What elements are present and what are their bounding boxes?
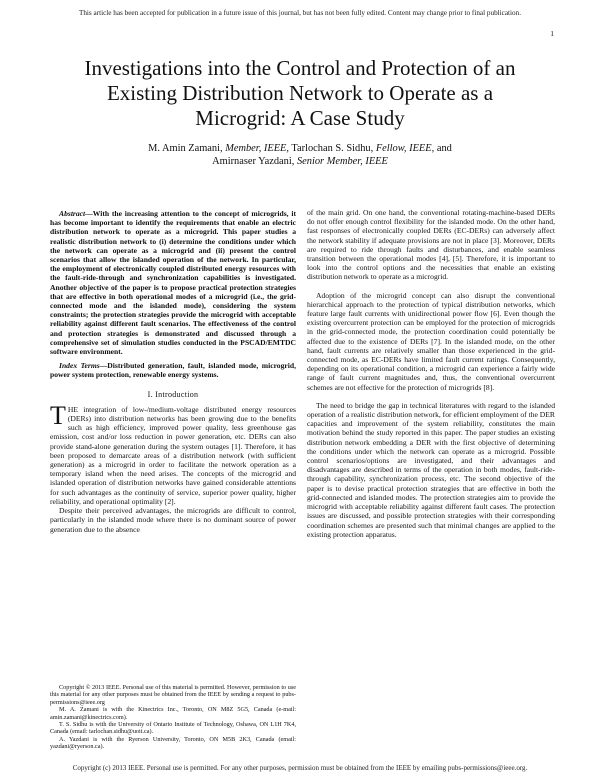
author-3-role: Senior Member, IEEE bbox=[296, 156, 388, 167]
section-heading-introduction: I. Introduction bbox=[147, 389, 199, 399]
right-paragraph-2: Adoption of the microgrid concept can also disrupt the conventional hierarchical approach to the protection of typical distribution networks, which feature large fault currents with unidirectional power flow [6]. Even though the existing overcurrent protection can be employed for the protection of microgrids in the grid-connected mode, the protection coordination could potentially be affected due to the existence of DERs [7]. In the islanded mode, on the other hand, fault currents are relatively smaller than those experienced in the grid-connected mode, as EC-DERs have limited fault current ratings. Consequently, depending on its operational condition, a microgrid can experience a fairly wide range of fault current magnitudes and, thus, the conventional overcurrent schemes are not effective for the protection of microgrids [8]. bbox=[307, 290, 555, 392]
drop-cap: T bbox=[50, 400, 66, 430]
author-1-role: Member, IEEE, bbox=[225, 143, 289, 154]
right-paragraph-1: of the main grid. On one hand, the conventional rotating-machine-based DERs do not offer enough control flexibility for the islanded mode. On the other hand, fast responses of electronically coupled DERs (EC-DERs) can adversely affect the network stability if adequate provisions are not in place [3]. Moreover, DERs are required to ride through faults and disturbances, and enable seamless transition between the operational modes [4], [5]. Therefore, it is important to look into the control options and the necessities that enable an existing distribution network to operate as a microgrid. bbox=[307, 208, 555, 282]
intro-paragraph-1-text: HE integration of low-/medium-voltage distributed energy resources (DERs) into distribution networks has been growing due to the benefits such as high efficiency, improved power quality, less greenhouse gas emission, cost and/or loss reduction in power generation, etc. DERs can also provide stand-alone generation during the system outages [1]. Therefore, it has been proposed to demarcate areas of a distribution network (with sufficient generation) as a microgrid in order to facilitate the network operation as a temporary island when the need arises. The concepts of the microgrid and islanded operation of distribution networks have gained considerable attentions for such advantages as the continuity of service, superior power quality, higher reliability, and operational optimality [2]. bbox=[50, 404, 296, 506]
title-line-2: Existing Distribution Network to Operate as a bbox=[106, 81, 494, 105]
publication-notice: This article has been accepted for publication in a future issue of this journal, but has not been fully edited. Content may change prior to final publication. bbox=[78, 9, 522, 17]
author-1-name: M. Amin Zamani, bbox=[148, 143, 223, 154]
author-2-role: Fellow, IEEE, bbox=[375, 143, 435, 154]
index-terms bbox=[50, 361, 296, 379]
footnote-copyright: Copyright © 2013 IEEE. Personal use of this material is permitted. However, permission to use this material for any other purposes must be obtained from the IEEE by sending a request to pubs-permissions@ieee.org bbox=[50, 684, 296, 706]
footnote-author-2: T. S. Sidhu is with the University of Ontario Institute of Technology, Oshawa, ON L1H 7K4, Canada (email: tarlochan.sidhu@uoit.ca). bbox=[50, 721, 296, 736]
index-terms-label: Index Terms bbox=[59, 361, 100, 371]
intro-paragraph-2: Despite their perceived advantages, the microgrids are difficult to control, particularly in the islanded mode where there is no dominant source of power generation due to the absence bbox=[50, 506, 296, 534]
title-line-1: Investigations into the Control and Protection of an bbox=[84, 56, 516, 80]
author-3-name: Amirnaser Yazdani, bbox=[212, 156, 295, 167]
footnotes bbox=[50, 684, 296, 751]
footnote-author-1: M. A. Zamani is with the Kinectrics Inc., Toronto, ON M8Z 5G5, Canada (e-mail: amin.zamani@kinectrics.com). bbox=[50, 706, 296, 721]
paper-title bbox=[40, 56, 560, 131]
and-word: and bbox=[436, 143, 452, 154]
copyright-footer: Copyright (c) 2013 IEEE. Personal use is permitted. For any other purposes, permission must be obtained from the IEEE by emailing pubs-permissions@ieee.org. bbox=[72, 764, 528, 772]
abstract bbox=[50, 209, 296, 356]
abstract-text: —With the increasing attention to the concept of microgrids, it has become important to identify the requirements that enable an electric distribution network to operate as a microgrid. This paper studies a realistic distribution network to (i) determine the conditions under which the network can operate as a microgrid and (ii) present the control scenarios that allow the islanded operation of the network. In particular, the employment of electronically coupled distributed energy resources with the fault-ride-through and synchronization capabilities is investigated. Another objective of the paper is to propose practical protection strategies that are effective in both operational modes of a microgrid (i.e., the grid-connected mode and the islanded mode), considering the system constraints; the protection strategies provide the microgrid with acceptable reliability against different fault scenarios. The effectiveness of the control and protection strategies is demonstrated and discussed through a comprehensive set of simulation studies conducted in the PSCAD/EMTDC software environment. bbox=[50, 209, 296, 357]
abstract-label: Abstract bbox=[59, 209, 86, 218]
index-terms-text: —Distributed generation, fault, islanded mode, microgrid, power system protection, renewable energy systems. bbox=[50, 361, 296, 380]
title-line-3: Microgrid: A Case Study bbox=[195, 106, 405, 130]
right-column bbox=[307, 208, 555, 539]
left-column bbox=[50, 209, 296, 534]
intro-paragraph-1 bbox=[50, 400, 296, 506]
right-paragraph-3: The need to bridge the gap in technical literatures with regard to the islanded operation of a realistic distribution network, for efficient employment of the DER capacities and improvement of the system reliability, constitutes the main motivation behind the study reported in this paper. The paper studies an existing distribution network embedding a DER with the first objective of determining the conditions under which the network can operate as a microgrid. Possible control scenarios/options are investigated, and their advantages and disadvantages are described in terms of the operation in both modes, fault-ride-through capability, synchronization process, etc. The second objective of the paper is to devise practical protection strategies that are effective in both the grid-connected and islanded modes. The protection strategies aim to provide the microgrid with acceptable reliability against different fault cases. The protection issues are discussed, and possible protection strategies with their corresponding coordination schemes are presented such that minimal changes are applied to the existing protection apparatus. bbox=[307, 400, 555, 539]
author-list bbox=[60, 142, 540, 168]
page-number: 1 bbox=[550, 29, 554, 38]
author-2-name: Tarlochan S. Sidhu, bbox=[291, 143, 374, 154]
footnote-author-3: A. Yazdani is with the Ryerson University, Toronto, ON M5B 2K3, Canada (email: yazdani@ryerson.ca). bbox=[50, 735, 296, 751]
